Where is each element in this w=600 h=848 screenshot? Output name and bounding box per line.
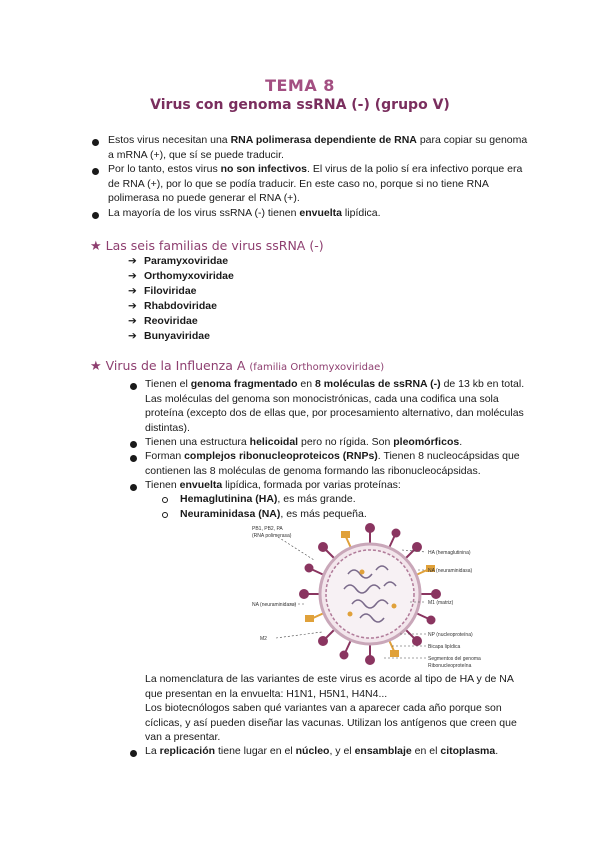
family-item: ➔ Paramyxoviridae <box>128 255 229 267</box>
svg-text:NA (neuraminidasa): NA (neuraminidasa) <box>252 602 297 608</box>
svg-text:M2: M2 <box>260 636 267 642</box>
spike-ring <box>300 524 440 664</box>
bullet-dot <box>130 750 137 757</box>
arrow-right-icon: ➔ <box>128 315 137 327</box>
bullet-dot <box>130 441 137 448</box>
family-item: ➔ Rhabdoviridae <box>128 300 217 312</box>
svg-text:HA (hemaglutinina): HA (hemaglutinina) <box>428 550 471 556</box>
influenza-bullet-structure: Tienen una estructura helicoidal pero no rígida. Son pleomórficos. <box>145 436 463 448</box>
arrow-right-icon: ➔ <box>128 300 137 312</box>
section-heading-families: ★ Las seis familias de virus ssRNA (-) <box>90 238 324 254</box>
bullet-dot <box>92 139 99 146</box>
family-item: ➔ Orthomyxoviridae <box>128 270 234 282</box>
svg-text:PB1, PB2, PA: PB1, PB2, PA <box>252 526 283 532</box>
star-icon: ★ <box>90 239 102 254</box>
svg-text:Ribonucleoproteína: Ribonucleoproteína <box>428 663 472 668</box>
family-item: ➔ Filoviridae <box>128 285 197 297</box>
bullet-dot <box>130 484 137 491</box>
influenza-bullet-genome: Tienen el genoma fragmentado en 8 moléculas de ssRNA (-) de 13 kb en total. Las moléculas del genoma son monocistrónicas, cada una codifica una sola proteína (excepto dos de ellas que, por procesamiento alternativo, dan moléculas distintas). <box>145 378 525 434</box>
intro-bullet-3: La mayoría de los virus ssRNA (-) tienen envuelta lipídica. <box>108 207 381 219</box>
svg-text:(RNA polimerasa): (RNA polimerasa) <box>252 533 292 539</box>
svg-text:M1 (matriz): M1 (matriz) <box>428 600 454 606</box>
influenza-virion-diagram <box>250 522 490 668</box>
influenza-bullet-envelope: Tienen envuelta lipídica, formada por varias proteínas: <box>145 479 401 491</box>
svg-text:NA (neuraminidasa): NA (neuraminidasa) <box>428 568 473 574</box>
sub-bullet-circle <box>162 497 168 503</box>
svg-text:Segmentos del genoma: Segmentos del genoma <box>428 656 481 662</box>
page-title: TEMA 8 <box>265 76 335 95</box>
family-item: ➔ Bunyaviridae <box>128 330 210 342</box>
sub-item-hemagglutinin: Hemaglutinina (HA), es más grande. <box>180 493 356 505</box>
svg-text:Bicapa lipídica: Bicapa lipídica <box>428 644 461 650</box>
influenza-bullet-replication: La replicación tiene lugar en el núcleo, y el ensamblaje en el citoplasma. <box>145 745 499 757</box>
star-icon: ★ <box>90 359 102 374</box>
svg-text:NP (nucleoproteína): NP (nucleoproteína) <box>428 632 473 638</box>
bullet-dot <box>92 212 99 219</box>
arrow-right-icon: ➔ <box>128 330 137 342</box>
bullet-dot <box>130 383 137 390</box>
intro-bullet-2: Por lo tanto, estos virus no son infectivos. El virus de la polio sí era infectivo porque era de RNA (+), por lo que se podía traducir. En este caso no, porque si no tiene RNA polimerasa no puede generar el RNA (+). <box>108 163 523 204</box>
paragraph-nomenclature: La nomenclatura de las variantes de este virus es acorde al tipo de HA y de NA que presentan en la envuelta: H1N1, H5N1, H4N4... <box>145 673 514 700</box>
family-item: ➔ Reoviridae <box>128 315 198 327</box>
paragraph-vaccines: Los biotecnólogos saben qué variantes van a aparecer cada año porque son cíclicas, y así pueden diseñar las vacunas. Utilizan los antígenos que creen que van a presentar. <box>145 702 517 743</box>
influenza-bullet-rnps: Forman complejos ribonucleoproteicos (RNPs). Tienen 8 nucleocápsidas que contienen las 8 moléculas de genoma formando las ribonucleocápsidas. <box>145 450 520 477</box>
sub-item-neuraminidase: Neuraminidasa (NA), es más pequeña. <box>180 508 367 520</box>
bullet-dot <box>130 455 137 462</box>
arrow-right-icon: ➔ <box>128 285 137 297</box>
arrow-right-icon: ➔ <box>128 255 137 267</box>
arrow-right-icon: ➔ <box>128 270 137 282</box>
intro-bullet-1: Estos virus necesitan una RNA polimerasa dependiente de RNA para copiar su genoma a mRNA (+), que sí se puede traducir. <box>108 134 528 161</box>
section-heading-influenza: ★ Virus de la Influenza A (familia Orthomyxoviridae) <box>90 358 385 374</box>
page-subtitle: Virus con genoma ssRNA (-) (grupo V) <box>150 97 450 113</box>
bullet-dot <box>92 168 99 175</box>
sub-bullet-circle <box>162 512 168 518</box>
